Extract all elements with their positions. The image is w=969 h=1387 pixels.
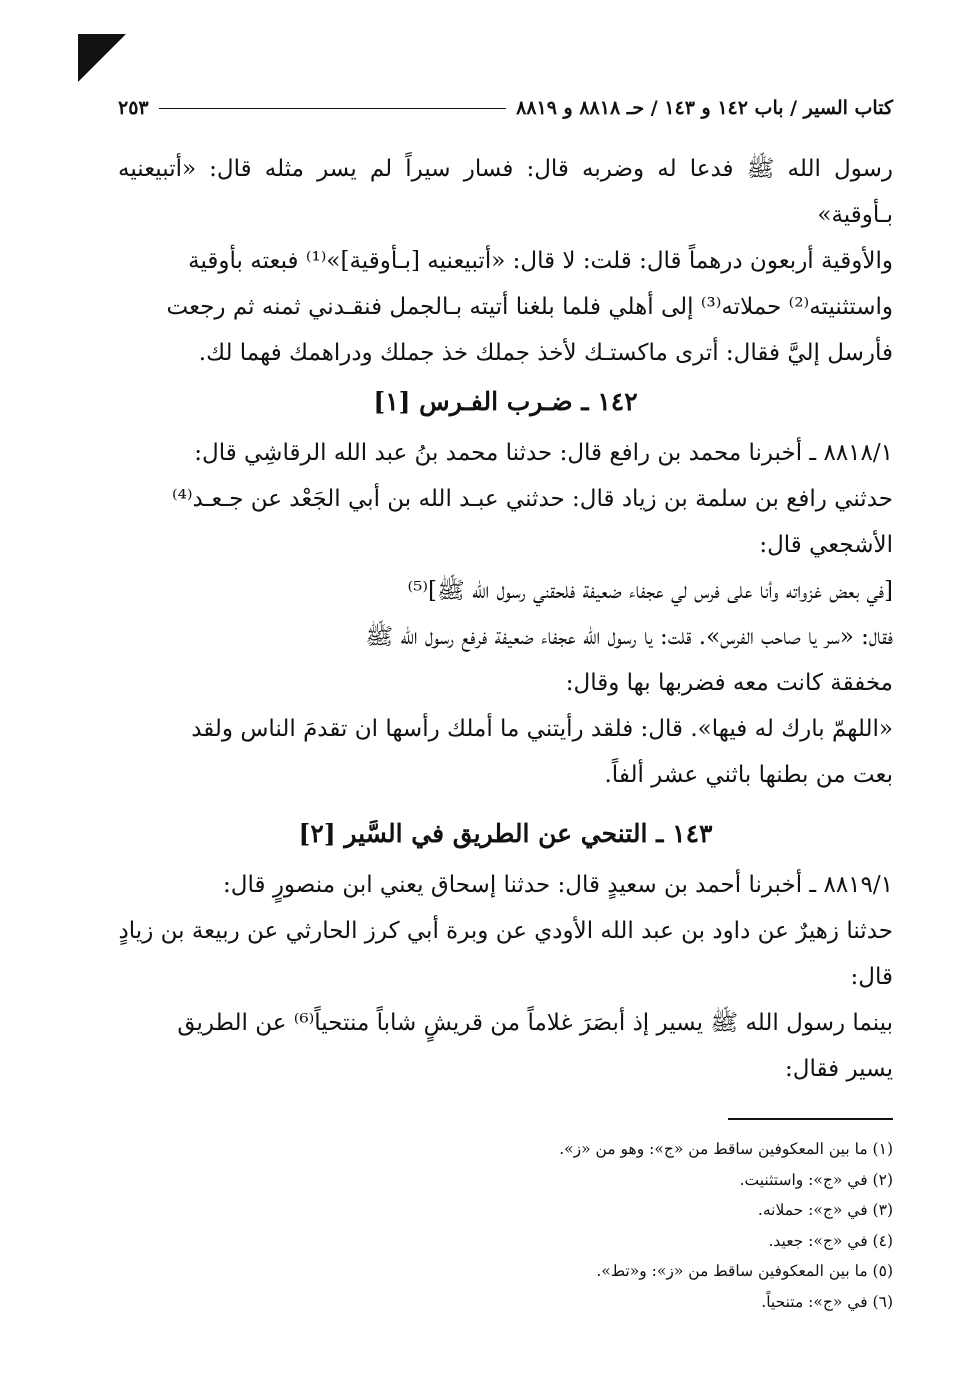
hadith-8819-matn xyxy=(118,1000,893,1092)
hadith-8818-closing xyxy=(118,706,893,798)
text-line: الأشجعي قال: xyxy=(759,532,893,558)
footnote-1: (١) ما بين المعكوفين ساقط من «ج»: وهو من «ز». xyxy=(559,1140,893,1158)
corner-triangle-mark xyxy=(78,34,126,82)
footnote-separator xyxy=(728,1118,893,1120)
text-line: ٨٨١٨/١ ـ أخبرنا محمد بن رافع قال: حدثنا محمد بنُ عبد الله الرقاشِي قال: xyxy=(194,440,893,466)
text-line: [في بعض غزواته وأنا على فرس لي عجفاء ضعيفة فلحقني رسول الله ﷺ]⁽⁵⁾ xyxy=(407,578,893,604)
footnote-2: (٢) في «ج»: واستثنيت. xyxy=(739,1170,893,1189)
text-line: «اللهمّ بارك له فيها». قال: فلقد رأيتني ما أملك رأسها ان تقدمَ الناس ولقد xyxy=(191,716,893,742)
text-line: مخفقة كانت معه فضربها بها وقال: xyxy=(565,670,893,696)
running-head xyxy=(118,88,893,128)
text-line: حدثنا زهيرٌ عن داود بن عبد الله الأودي عن وبرة أبي كرز الحارثي عن ربيعة بن زيادٍ xyxy=(118,918,893,944)
text-line: حدثني رافع بن سلمة بن زياد قال: حدثني عبـد الله بن أبي الجَعْد عن جـعـد⁽⁴⁾ xyxy=(172,486,893,512)
text-line: فقال: «سر يا صاحب الفرس». قلت: يا رسول الله عجفاء ضعيفة فرفع رسول الله ﷺ xyxy=(365,624,893,650)
text-line: فأرسل إليَّ فقال: أترى ماكستـك لأخذ جملك خذ جملك ودراهمك فهما لك. xyxy=(198,340,893,366)
hadith-8818-matn xyxy=(118,568,893,706)
hadith-8819-isnad xyxy=(118,862,893,1000)
footnote-3: (٣) في «ج»: حملانه. xyxy=(757,1201,893,1219)
footnote-6: (٦) في «ج»: متنحياً. xyxy=(761,1292,893,1311)
text-line: واستثنيته⁽²⁾ حملاته⁽³⁾ إلى أهلي فلما بلغنا أتيته بـالجمل فنقـدني ثمنه ثم رجعت xyxy=(166,294,893,320)
text-line: قال: xyxy=(850,964,893,990)
footnote-5: (٥) ما بين المعكوفين ساقط من «ز»: و«تط». xyxy=(596,1262,893,1280)
running-head-rule xyxy=(159,108,506,109)
intro-paragraph xyxy=(118,146,893,376)
text-line: رسول الله ﷺ فدعا له وضربه قال: فسار سيراً لم يسر مثله قال: «أتبيعنيه بـأوقية» xyxy=(118,156,893,228)
text-line: والأوقية أربعون درهماً قال: قلت: لا قال: «أتبيعنيه [بـأوقية]»⁽¹⁾ فبعته بأوقية xyxy=(188,248,893,274)
text-line: ٨٨١٩/١ ـ أخبرنا أحمد بن سعيدٍ قال: حدثنا إسحاق يعني ابن منصورٍ قال: xyxy=(223,872,893,898)
text-line: يسير فقال: xyxy=(785,1056,893,1082)
running-head-title: كتاب السير / باب ١٤٢ و ١٤٣ / حـ ٨٨١٨ و ٨٨١٩ xyxy=(516,97,893,119)
page xyxy=(118,88,893,1317)
text-line: بينما رسول الله ﷺ يسير إذ أبصَرَ غلاماً من قريشٍ شاباً منتحياً⁽⁶⁾ عن الطريق xyxy=(177,1010,893,1036)
footnote-4: (٤) في «ج»: جعيد. xyxy=(768,1231,893,1250)
text-line: بعت من بطنها باثني عشر ألفاً. xyxy=(604,762,893,788)
footnotes xyxy=(118,1134,893,1317)
section-142-title: ١٤٢ ـ ضـرب الفـرس [١] xyxy=(373,387,638,416)
section-143-title: ١٤٣ ـ التنحي عن الطريق في السَّير [٢] xyxy=(298,819,713,848)
hadith-8818-isnad xyxy=(118,430,893,568)
page-number: ٢٥٣ xyxy=(118,97,149,119)
